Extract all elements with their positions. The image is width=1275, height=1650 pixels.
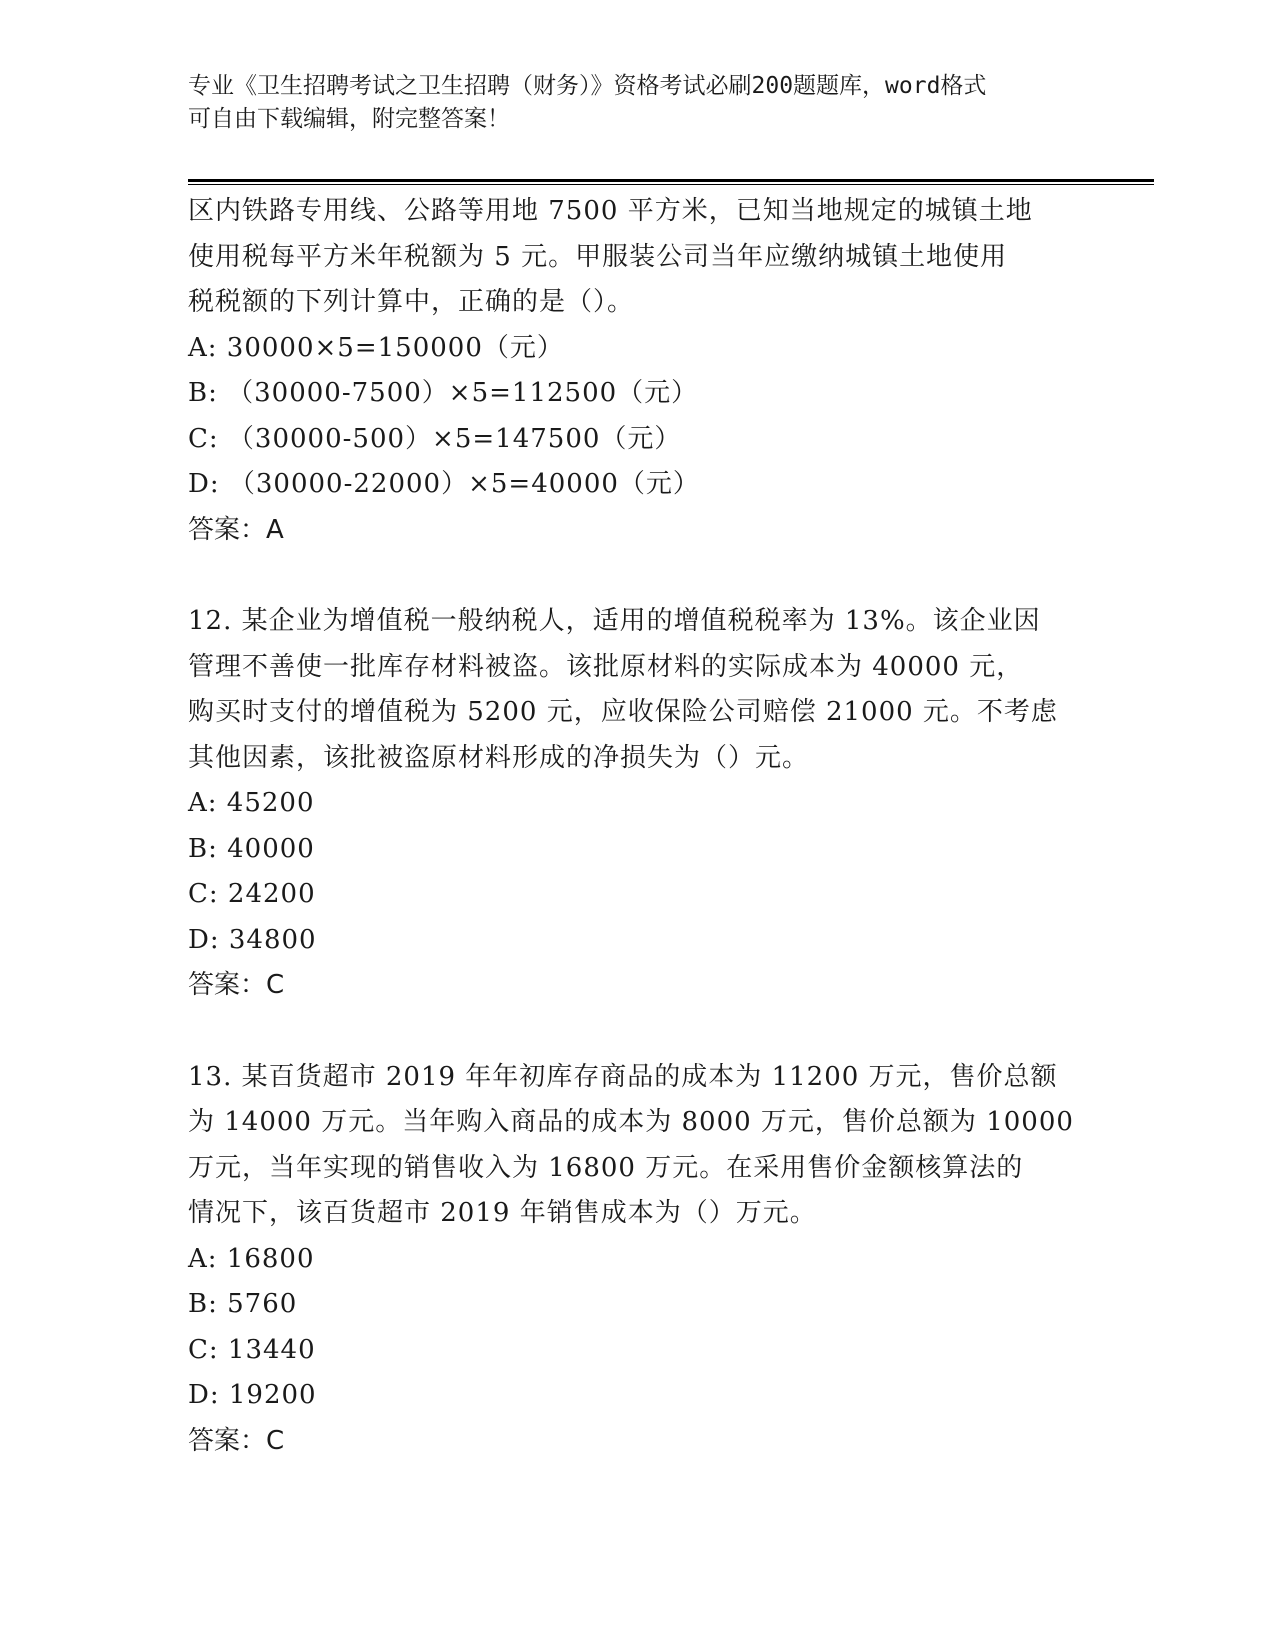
- option-a: A: 45200: [188, 788, 315, 818]
- question-stem-line: 购买时支付的增值税为 5200 元，应收保险公司赔偿 21000 元。不考虑: [188, 697, 1058, 727]
- question-stem-line: 其他因素，该批被盗原材料形成的净损失为（）元。: [188, 742, 810, 773]
- question-12: [188, 599, 1108, 1009]
- question-stem-line: 12. 某企业为增值税一般纳税人，适用的增值税税率为 13%。该企业因: [188, 606, 1041, 636]
- option-b: B: （30000-7500）×5=112500（元）: [188, 378, 699, 408]
- question-stem-line: 管理不善使一批库存材料被盗。该批原材料的实际成本为 40000 元，: [188, 651, 1024, 682]
- question-13: [188, 1055, 1108, 1465]
- question-stem-line: 税税额的下列计算中，正确的是（）。: [188, 287, 635, 317]
- answer-label: 答案：C: [188, 970, 285, 1000]
- question-spacer: [188, 553, 1108, 599]
- question-stem-line: 区内铁路专用线、公路等用地 7500 平方米，已知当地规定的城镇土地: [188, 196, 1033, 226]
- option-b: B: 5760: [188, 1289, 298, 1319]
- question-stem-line: 13. 某百货超市 2019 年年初库存商品的成本为 11200 万元，售价总额: [188, 1061, 1058, 1092]
- option-d: D: 19200: [188, 1380, 317, 1410]
- question-stem-line: 情况下，该百货超市 2019 年销售成本为（）万元。: [188, 1198, 817, 1228]
- question-stem-line: 使用税每平方米年税额为 5 元。甲服装公司当年应缴纳城镇土地使用: [188, 241, 1008, 272]
- document-header: [188, 70, 1088, 136]
- header-title-line-2: 可自由下载编辑，附完整答案！: [188, 106, 510, 132]
- option-d: D: 34800: [188, 924, 317, 955]
- answer-label: 答案：A: [188, 514, 284, 545]
- option-a: A: 30000×5=150000（元）: [188, 332, 564, 363]
- option-d: D: （30000-22000）×5=40000（元）: [188, 469, 700, 499]
- option-a: A: 16800: [188, 1243, 315, 1274]
- answer-label: 答案：C: [188, 1425, 285, 1456]
- question-stem-line: 为 14000 万元。当年购入商品的成本为 8000 万元，售价总额为 10000: [188, 1107, 1074, 1137]
- option-c: C: 24200: [188, 879, 316, 909]
- header-title-line-1: 专业《卫生招聘考试之卫生招聘（财务）》资格考试必刷200题题库，word格式: [188, 73, 987, 99]
- option-c: C: 13440: [188, 1334, 316, 1365]
- header-divider-thin: [188, 184, 1154, 185]
- question-stem-line: 万元，当年实现的销售收入为 16800 万元。在采用售价金额核算法的: [188, 1152, 1024, 1183]
- header-divider-thick: [188, 179, 1154, 182]
- option-b: B: 40000: [188, 833, 315, 864]
- question-11: [188, 189, 1108, 553]
- question-spacer: [188, 1009, 1108, 1055]
- option-c: C: （30000-500）×5=147500（元）: [188, 423, 682, 454]
- question-list: [188, 189, 1108, 1464]
